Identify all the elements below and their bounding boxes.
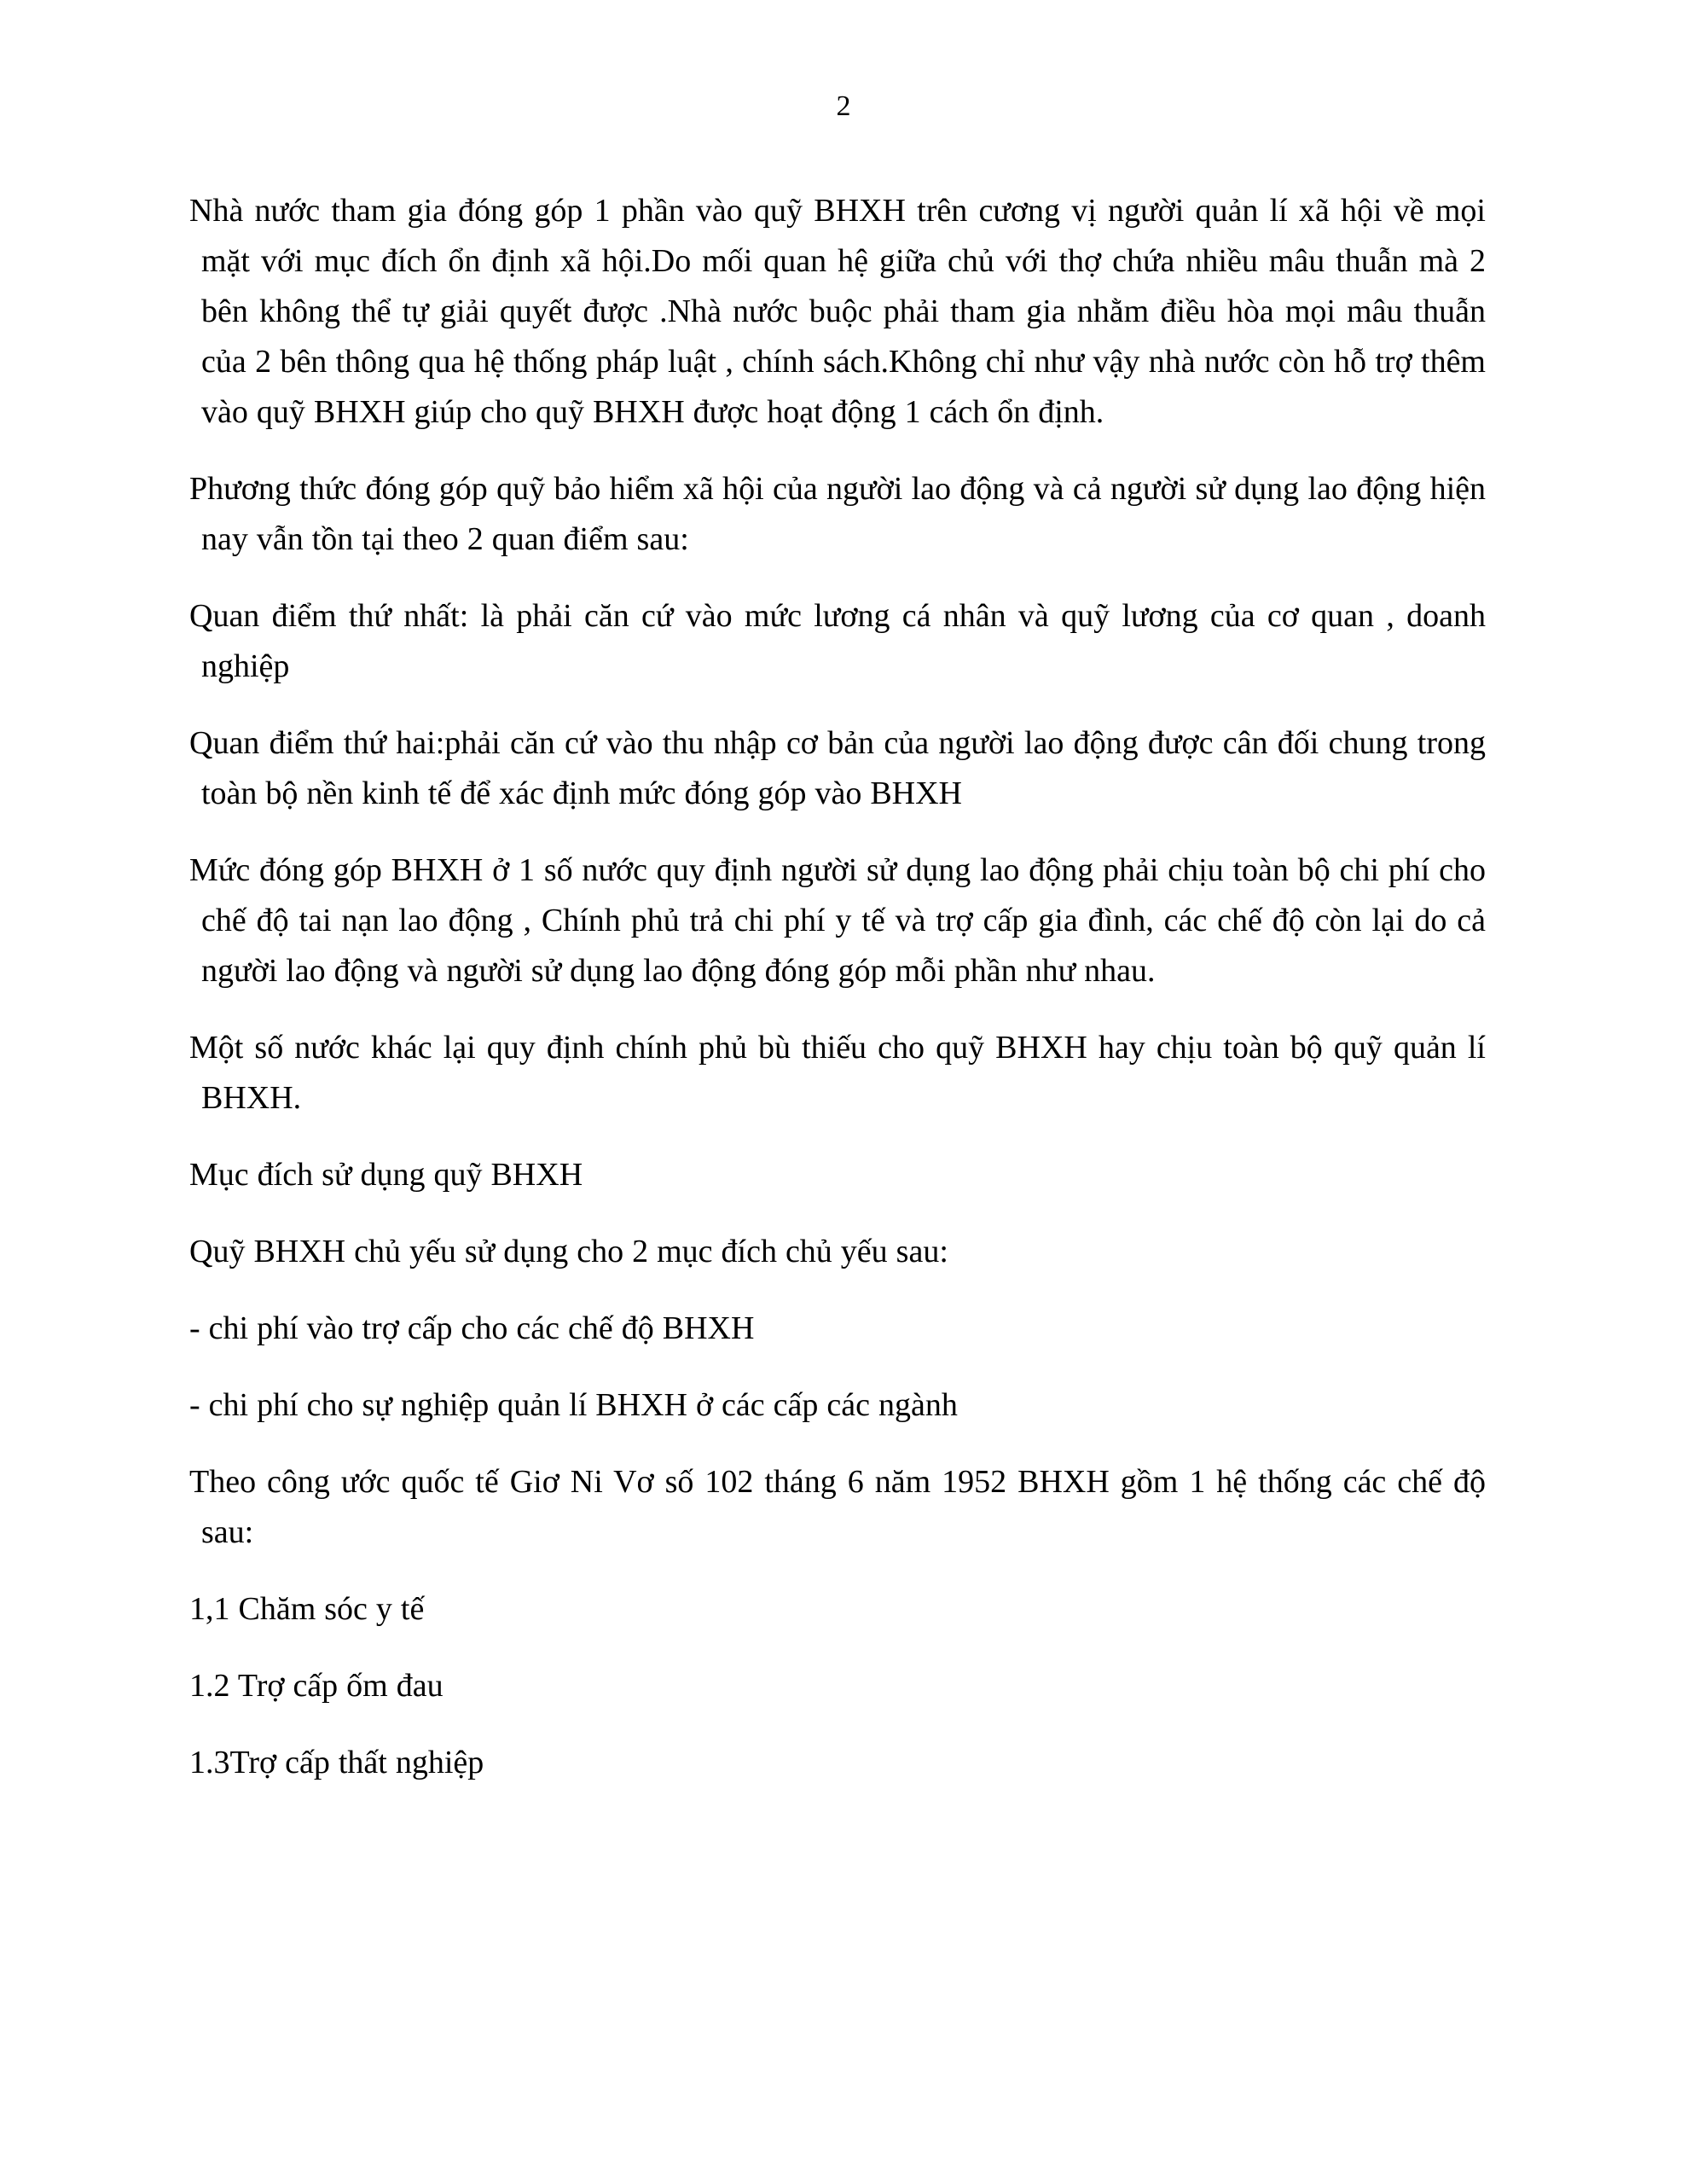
page-number: 2: [836, 90, 851, 122]
list-item-chi-phi-quan-li: - chi phí cho sự nghiệp quản lí BHXH ở các cấp các ngành: [189, 1387, 958, 1423]
paragraph-3: Quan điểm thứ nhất: là phải căn cứ vào mức lương cá nhân và quỹ lương của cơ quan , doanh nghiệp: [189, 598, 1486, 684]
list-item-chi-phi-tro-cap: - chi phí vào trợ cấp cho các chế độ BHXH: [189, 1310, 755, 1346]
paragraph-5: Mức đóng góp BHXH ở 1 số nước quy định người sử dụng lao động phải chịu toàn bộ chi phí cho chế độ tai nạn lao động , Chính phủ trả chi phí y tế và trợ cấp gia đình, các chế độ còn lại do cả người lao động và người sử dụng lao động đóng góp mỗi phần như nhau.: [189, 852, 1486, 989]
paragraph-4: Quan điểm thứ hai:phải căn cứ vào thu nhập cơ bản của người lao động được cân đối chung trong toàn bộ nền kinh tế để xác định mức đóng góp vào BHXH: [189, 725, 1486, 811]
paragraph-1: Nhà nước tham gia đóng góp 1 phần vào quỹ BHXH trên cương vị người quản lí xã hội về mọi mặt với mục đích ổn định xã hội.Do mối quan hệ giữa chủ với thợ chứa nhiều mâu thuẫn mà 2 bên không thể tự giải quyết được .Nhà nước buộc phải tham gia nhằm điều hòa mọi mâu thuẫn của 2 bên thông qua hệ thống pháp luật , chính sách.Không chỉ như vậy nhà nước còn hỗ trợ thêm vào quỹ BHXH giúp cho quỹ BHXH được hoạt động 1 cách ổn định.: [189, 193, 1486, 430]
list-item-1-3: 1.3Trợ cấp thất nghiệp: [189, 1745, 484, 1780]
heading-muc-dich-su-dung-quy: Mục đích sử dụng quỹ BHXH: [189, 1157, 583, 1193]
paragraph-8: Quỹ BHXH chủ yếu sử dụng cho 2 mục đích chủ yếu sau:: [189, 1234, 948, 1269]
paragraph-11: Theo công ước quốc tế Giơ Ni Vơ số 102 tháng 6 năm 1952 BHXH gồm 1 hệ thống các chế độ sau:: [189, 1464, 1486, 1550]
document-body: [189, 186, 1486, 1815]
paragraph-6: Một số nước khác lại quy định chính phủ bù thiếu cho quỹ BHXH hay chịu toàn bộ quỹ quản lí BHXH.: [189, 1030, 1486, 1116]
paragraph-2: Phương thức đóng góp quỹ bảo hiểm xã hội của người lao động và cả người sử dụng lao động hiện nay vẫn tồn tại theo 2 quan điểm sau:: [189, 471, 1486, 557]
list-item-1-2: 1.2 Trợ cấp ốm đau: [189, 1668, 443, 1704]
list-item-1-1: 1,1 Chăm sóc y tế: [189, 1591, 425, 1627]
